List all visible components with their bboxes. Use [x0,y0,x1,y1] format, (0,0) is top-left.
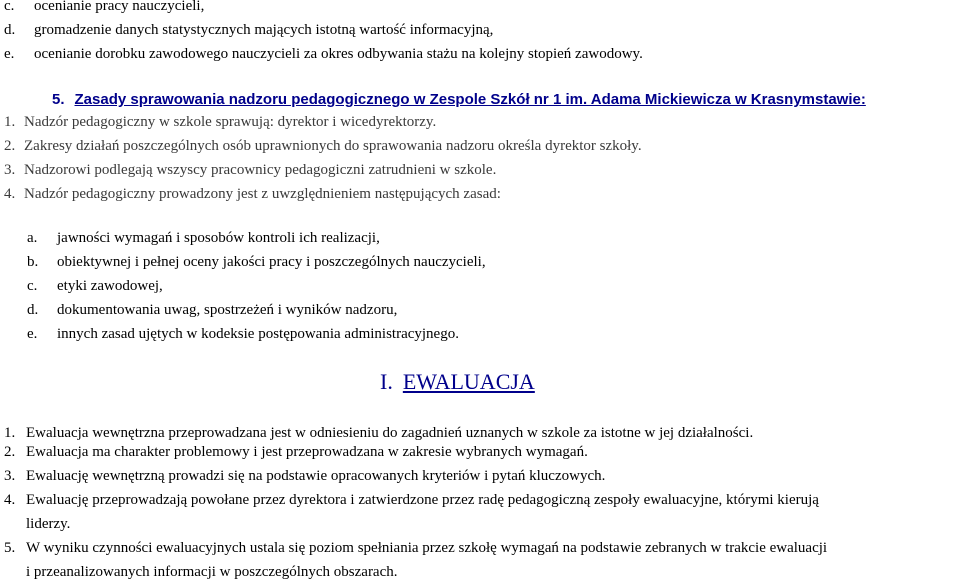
list-text: dokumentowania uwag, spostrzeżeń i wyników nadzoru, [57,302,398,318]
list-marker: 1. [4,425,16,441]
list-marker: 2. [4,444,16,460]
sublist-item [27,229,380,247]
sublist-item [27,253,486,271]
list-text: Ewaluację wewnętrzną prowadzi się na podstawie opracowanych kryteriów i pytań kluczowych. [26,468,606,484]
list-item-continuation [26,515,70,533]
list-text: innych zasad ujętych w kodeksie postępowania administracyjnego. [57,326,459,342]
list-text: etyki zawodowej, [57,278,163,294]
list-marker: b. [27,254,39,270]
list-item [4,113,436,131]
list-marker: 1. [4,114,16,130]
list-marker: d. [27,302,39,318]
list-item-continuation [26,563,398,581]
list-marker: e. [27,326,38,342]
list-text: Ewaluacja ma charakter problemowy i jest przeprowadzana w zakresie wybranych wymagań. [26,444,588,460]
list-marker: 3. [4,468,16,484]
section-number: 5. [52,91,65,108]
list-item [4,0,204,15]
list-text: obiektywnej i pełnej oceny jakości pracy i poszczególnych nauczycieli, [57,254,486,270]
list-text: gromadzenie danych statystycznych mających istotną wartość informacyjną, [34,22,494,38]
list-marker: c. [4,0,15,14]
list-text: Nadzór pedagogiczny w szkole sprawują: dyrektor i wicedyrektorzy. [24,114,437,130]
section-title: EWALUACJA [402,369,535,394]
sublist-item [27,325,459,343]
list-text: Nadzorowi podlegają wszyscy pracownicy pedagogiczni zatrudnieni w szkole. [24,162,497,178]
list-text: i przeanalizowanych informacji w poszczególnych obszarach. [26,564,398,580]
sublist-item [27,277,163,295]
section-number: I. [380,369,393,394]
list-item [4,467,605,485]
section-heading-evaluation [380,369,535,395]
list-item [4,491,819,509]
list-marker: 4. [4,186,16,202]
list-text: Zakresy działań poszczególnych osób uprawnionych do sprawowania nadzoru określa dyrektor szkoły. [24,138,642,154]
list-marker: 3. [4,162,16,178]
sublist-item [27,301,397,319]
list-marker: 4. [4,492,16,508]
list-marker: d. [4,22,16,38]
list-marker: 2. [4,138,16,154]
list-text: liderzy. [26,516,71,532]
list-text: Ewaluacja wewnętrzna przeprowadzana jest w odniesieniu do zagadnień uznanych w szkole za istotne w jej działalności. [26,425,754,441]
list-text: ocenianie pracy nauczycieli, [34,0,205,14]
list-item [4,21,493,39]
section-title: Zasady sprawowania nadzoru pedagogicznego w Zespole Szkół nr 1 im. Adama Mickiewicza w Krasnymstawie: [74,91,866,108]
list-text: W wyniku czynności ewaluacyjnych ustala się poziom spełniania przez szkołę wymagań na podstawie zebranych w trakcie ewaluacji [26,540,828,556]
list-marker: a. [27,230,38,246]
list-marker: c. [27,278,38,294]
list-marker: e. [4,46,15,62]
list-item [4,137,642,155]
list-text: jawności wymagań i sposobów kontroli ich realizacji, [57,230,380,246]
list-marker: 5. [4,540,16,556]
list-item [4,539,827,557]
list-text: ocenianie dorobku zawodowego nauczycieli za okres odbywania stażu na kolejny stopień zawodowy. [34,46,643,62]
list-text: Ewaluację przeprowadzają powołane przez dyrektora i zatwierdzone przez radę pedagogiczną zespoły ewaluacyjne, którymi kierują [26,492,819,508]
list-item [4,185,501,203]
list-item [4,161,496,179]
list-item [4,45,643,63]
list-text: Nadzór pedagogiczny prowadzony jest z uwzględnieniem następujących zasad: [24,186,501,202]
section-heading [52,91,866,109]
list-item [4,443,588,461]
list-item [4,424,753,442]
